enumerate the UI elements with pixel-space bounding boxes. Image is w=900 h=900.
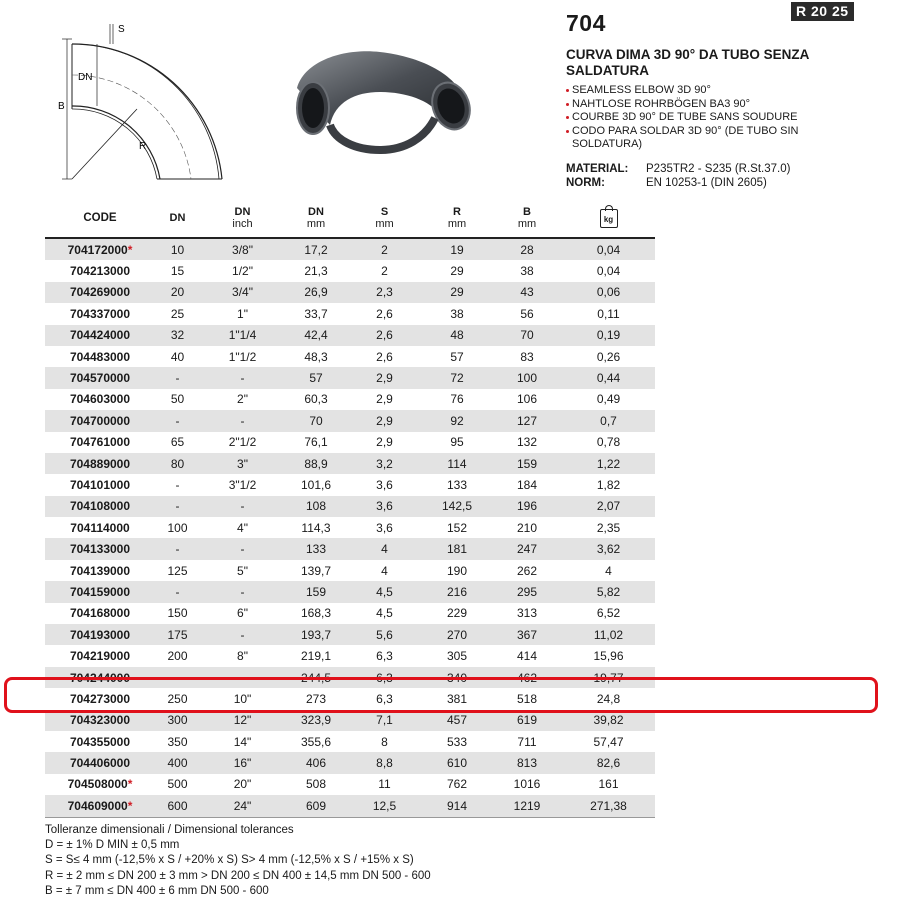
table-row [45,795,655,816]
cell-kg: 161 [598,777,619,792]
cell-b: 196 [516,499,538,514]
cell-b: 132 [516,435,538,450]
cell-kg: 24,8 [596,691,621,706]
cell-inch: 20" [233,777,252,792]
cell-code: 704133000 [69,542,131,557]
table-row [45,645,655,666]
cell-b: 518 [516,691,538,706]
cell-s: 2,3 [376,285,393,300]
cell-code: 704570000 [69,371,131,386]
cell-dn: - [175,542,180,557]
cell-code: 704700000 [69,413,131,428]
revision-badge: R 20 25 [791,2,854,21]
header-b: B mm [517,206,537,230]
norm-spec [566,176,767,190]
cell-dn: 200 [167,649,188,664]
cell-dn: - [175,477,180,492]
cell-dn: - [175,371,180,386]
cell-b: 184 [516,477,538,492]
elbow-technical-diagram [42,14,272,189]
cell-s: 5,6 [376,627,393,642]
cell-dn: 350 [167,734,188,749]
table-row [45,282,655,303]
cell-b: 56 [520,306,534,321]
cell-inch: 3"1/2 [228,477,257,492]
cell-dn: 20 [170,285,185,300]
cell-kg: 0,19 [596,328,621,343]
cell-dn: 10 [170,242,185,257]
table-bottom-rule [45,817,655,818]
cell-code: 704244000 [69,670,131,685]
star-marker: * [127,777,133,792]
cell-s: 12,5 [372,798,397,813]
cell-inch: 5" [237,563,248,578]
cell-s: 11 [378,777,391,792]
cell-s: 3,6 [376,499,393,514]
cell-b: 28 [520,242,534,257]
table-row [45,303,655,324]
table-row [45,260,655,281]
header-r: R mm [447,206,467,230]
cell-kg: 0,44 [596,371,621,386]
cell-b: 313 [516,606,538,621]
cell-s: 4 [381,542,388,557]
cell-b: 106 [516,392,538,407]
cell-inch: 24" [233,798,252,813]
cell-kg: 1,22 [596,456,621,471]
cell-code: 704269000 [69,285,131,300]
cell-dn: 250 [167,691,188,706]
cell-b: 462 [516,670,538,685]
cell-dn: - [175,499,180,514]
cell-inch: 3" [237,456,248,471]
cell-dn: 175 [167,627,188,642]
diagram-dn-label: DN [78,72,93,83]
cell-code: 704168000 [69,606,131,621]
cell-r: 72 [450,371,464,386]
cell-s: 6,3 [376,691,393,706]
cell-dnmm: 508 [305,777,327,792]
cell-dn: 125 [167,563,188,578]
table-row [45,239,655,260]
cell-r: 457 [446,713,468,728]
cell-inch: 3/4" [232,285,253,300]
cell-code: 704273000 [69,691,131,706]
cell-s: 2,6 [376,306,393,321]
table-row [45,731,655,752]
cell-dnmm: 139,7 [300,563,332,578]
cell-inch: 1" [237,306,248,321]
cell-inch: 12" [233,713,252,728]
cell-kg: 0,04 [596,242,621,257]
star-marker: * [127,798,133,813]
cell-dn: 50 [170,392,185,407]
cell-dnmm: 21,3 [304,264,328,279]
cell-r: 610 [446,756,468,771]
cell-dnmm: 193,7 [300,627,332,642]
tolerance-b: B = ± 7 mm ≤ DN 400 ± 6 mm DN 500 - 600 [45,884,269,897]
cell-inch: 2" [237,392,248,407]
cell-b: 38 [520,264,534,279]
translations-list [566,84,866,152]
cell-dnmm: 114,3 [301,520,331,535]
cell-b: 43 [520,285,534,300]
cell-kg: 0,49 [596,392,621,407]
material-spec [566,162,790,176]
cell-kg: 0,7 [600,413,617,428]
cell-inch: - [240,499,245,514]
cell-inch: - [240,371,245,386]
cell-kg: 0,04 [596,264,621,279]
cell-dnmm: 60,3 [304,392,328,407]
cell-dn: 15 [170,264,185,279]
cell-s: 4 [381,563,388,578]
cell-dnmm: 33,7 [304,306,328,321]
cell-dnmm: 101,6 [300,477,332,492]
cell-r: 76 [450,392,464,407]
table-row [45,560,655,581]
cell-dnmm: 42,4 [304,328,328,343]
cell-kg: 2,35 [596,520,621,535]
cell-dnmm: 609 [305,798,327,813]
cell-r: 340 [446,670,468,685]
cell-code: 704213000 [69,264,131,279]
cell-inch: 1/2" [232,264,253,279]
table-row [45,453,655,474]
table-row [45,752,655,773]
cell-code: 704337000 [69,306,131,321]
norm-label: NORM: [566,177,605,189]
diagram-b-label: B [58,101,65,112]
cell-code: 704483000 [69,349,131,364]
cell-inch: 1"1/4 [228,328,257,343]
cell-dn: 100 [167,520,188,535]
translation-en: SEAMLESS ELBOW 3D 90° [566,84,866,98]
table-row [45,624,655,645]
table-row [45,496,655,517]
cell-r: 19 [450,242,464,257]
cell-r: 152 [446,520,468,535]
material-value: P235TR2 - S235 (R.St.37.0) [646,163,791,175]
cell-b: 367 [516,627,538,642]
cell-r: 114 [447,456,467,471]
table-header [45,199,655,239]
cell-b: 711 [517,734,537,749]
cell-r: 95 [450,435,464,450]
cell-dnmm: 17,2 [304,242,328,257]
cell-inch: 6" [237,606,248,621]
cell-dnmm: 355,6 [300,734,332,749]
norm-value: EN 10253-1 (DIN 2605) [646,177,767,189]
tolerance-s: S = S≤ 4 mm (-12,5% x S / +20% x S) S> 4 mm (-12,5% x S / +15% x S) [45,854,414,867]
cell-dn: 32 [170,328,185,343]
cell-kg: 1,82 [596,477,621,492]
cell-s: 7,1 [376,713,393,728]
cell-dnmm: 108 [305,499,327,514]
cell-code: 704889000 [69,456,131,471]
cell-kg: 0,78 [596,435,621,450]
cell-kg: 0,11 [597,306,620,321]
cell-code: 704114000 [70,520,130,535]
cell-dn: 600 [167,798,188,813]
cell-inch: 1"1/2 [228,349,257,364]
cell-r: 305 [446,649,468,664]
cell-dn: 500 [167,777,188,792]
cell-s: 2,6 [376,328,393,343]
cell-b: 1016 [513,777,541,792]
cell-inch: - [240,584,245,599]
cell-b: 247 [516,542,538,557]
star-marker: * [127,242,133,257]
cell-inch: 2"1/2 [228,435,257,450]
cell-s: 2,9 [376,371,393,386]
product-title: CURVA DIMA 3D 90° DA TUBO SENZA SALDATURA [566,47,809,78]
cell-code: 704508000* [67,777,133,792]
cell-dn: - [175,413,180,428]
header-code: CODE [83,212,117,224]
cell-inch: - [240,542,245,557]
header-dn: DN [169,212,186,224]
cell-r: 48 [450,328,464,343]
header-weight [562,209,655,228]
cell-r: 133 [446,477,468,492]
cell-inch: 3/8" [232,242,253,257]
cell-b: 295 [516,584,538,599]
cell-b: 100 [516,371,538,386]
cell-s: 2 [381,264,388,279]
diagram-s-label: S [118,24,125,35]
diagram-r-label: R [139,141,147,152]
cell-dnmm: 57 [309,371,323,386]
cell-s: 4,5 [376,584,393,599]
cell-code: 704424000 [69,328,131,343]
header-dn-mm: DN mm [306,206,326,230]
cell-code: 704219000 [69,649,131,664]
table-row [45,581,655,602]
cell-kg: 82,6 [596,756,621,771]
cell-dnmm: 406 [305,756,327,771]
cell-kg: 0,26 [596,349,621,364]
cell-code: 704101000 [69,477,131,492]
cell-code: 704355000 [69,734,131,749]
cell-inch: 10" [233,691,252,706]
cell-dnmm: 133 [305,542,327,557]
cell-code: 704172000* [67,242,133,257]
cell-inch: 8" [237,649,248,664]
cell-dnmm: 26,9 [304,285,328,300]
cell-dnmm: 88,9 [304,456,328,471]
cell-b: 159 [516,456,538,471]
cell-dn: 150 [167,606,188,621]
dimensions-table [45,199,655,818]
cell-r: 914 [446,798,468,813]
cell-s: 2 [381,242,388,257]
cell-inch: 4" [237,520,248,535]
cell-code: 704761000 [69,435,131,450]
cell-r: 92 [450,413,464,428]
cell-kg: 19,77 [593,670,624,685]
cell-b: 1219 [513,798,541,813]
highlighted-row-frame [4,677,878,713]
cell-s: 2,9 [376,392,393,407]
cell-code: 704108000 [69,499,131,514]
cell-r: 762 [446,777,468,792]
cell-code: 704609000* [67,798,133,813]
cell-s: 6,3 [376,670,393,685]
cell-r: 142,5 [441,499,473,514]
cell-r: 381 [446,691,468,706]
cell-dnmm: 323,9 [300,713,332,728]
cell-s: 3,6 [376,477,393,492]
table-row [45,603,655,624]
cell-b: 262 [516,563,538,578]
cell-code: 704159000 [69,584,131,599]
translation-fr: COURBE 3D 90° DE TUBE SANS SOUDURE [566,111,866,125]
cell-dn: 40 [170,349,185,364]
cell-inch: 16" [233,756,252,771]
cell-code: 704193000 [69,627,131,642]
cell-code: 704323000 [69,713,131,728]
header-dn-inch: DN inch [232,206,253,230]
header-s: S mm [375,206,394,230]
table-row [45,389,655,410]
cell-r: 533 [446,734,468,749]
table-row [45,410,655,431]
cell-dnmm: 159 [305,584,327,599]
table-row [45,346,655,367]
cell-s: 6,3 [376,649,393,664]
table-row [45,538,655,559]
cell-kg: 5,82 [596,584,621,599]
cell-inch: 14" [233,734,252,749]
cell-dnmm: 244,5 [300,670,332,685]
cell-kg: 271,38 [590,798,627,813]
cell-dn: 25 [170,306,185,321]
cell-dnmm: 168,3 [300,606,332,621]
cell-b: 70 [520,328,534,343]
cell-code: 704139000 [69,563,131,578]
table-row [45,517,655,538]
cell-dnmm: 76,1 [304,435,328,450]
cell-dn: 300 [167,713,188,728]
cell-r: 190 [446,563,468,578]
cell-b: 127 [516,413,538,428]
cell-s: 3,2 [376,456,393,471]
cell-kg: 39,82 [593,713,624,728]
tolerance-r: R = ± 2 mm ≤ DN 200 ± 3 mm > DN 200 ≤ DN 400 ± 14,5 mm DN 500 - 600 [45,869,431,882]
cell-inch: - [240,627,245,642]
cell-dnmm: 219,1 [300,649,332,664]
cell-r: 38 [450,306,464,321]
cell-kg: 3,62 [596,542,621,557]
cell-dnmm: 273 [305,691,327,706]
table-row [45,432,655,453]
cell-s: 2,9 [376,435,393,450]
tolerance-d: D = ± 1% D MIN ± 0,5 mm [45,839,180,852]
table-row [45,474,655,495]
cell-s: 8,8 [376,756,393,771]
cell-b: 813 [516,756,538,771]
tolerances-title: Tolleranze dimensionali / Dimensional tolerances [45,824,294,836]
elbow-pipe-photo [285,40,475,160]
cell-inch: - [240,413,245,428]
cell-code: 704406000 [69,756,131,771]
product-code: 704 [566,10,606,36]
cell-kg: 2,07 [596,499,621,514]
cell-s: 4,5 [376,606,393,621]
cell-s: 3,6 [376,520,393,535]
table-row [45,367,655,388]
cell-dn: - [175,584,180,599]
cell-kg: 57,47 [593,734,624,749]
cell-kg: 15,96 [593,649,624,664]
cell-s: 2,9 [376,413,393,428]
translation-es: CODO PARA SOLDAR 3D 90° (DE TUBO SIN SOLDATURA) [566,125,866,152]
cell-b: 83 [520,349,534,364]
table-row [45,774,655,795]
cell-b: 210 [516,520,538,535]
cell-s: 2,6 [376,349,393,364]
cell-kg: 6,52 [596,606,621,621]
cell-r: 270 [446,627,468,642]
translation-de: NAHTLOSE ROHRBÖGEN BA3 90° [566,98,866,112]
cell-r: 181 [446,542,468,557]
cell-dnmm: 48,3 [304,349,328,364]
cell-s: 8 [381,734,388,749]
cell-r: 57 [450,349,464,364]
cell-b: 414 [516,649,538,664]
table-body [45,239,655,817]
cell-r: 29 [450,264,464,279]
weight-kg-icon: kg [600,209,618,228]
cell-kg: 4 [605,563,612,578]
tolerances-block [45,823,431,899]
cell-dn: 65 [170,435,185,450]
cell-r: 229 [446,606,468,621]
material-label: MATERIAL: [566,163,629,175]
table-row [45,325,655,346]
cell-r: 216 [446,584,468,599]
cell-kg: 0,06 [596,285,621,300]
cell-r: 29 [450,285,464,300]
cell-dn: 400 [167,756,188,771]
cell-dnmm: 70 [309,413,323,428]
cell-code: 704603000 [69,392,131,407]
cell-dn: 80 [170,456,185,471]
cell-b: 619 [516,713,538,728]
cell-kg: 11,02 [593,627,624,642]
